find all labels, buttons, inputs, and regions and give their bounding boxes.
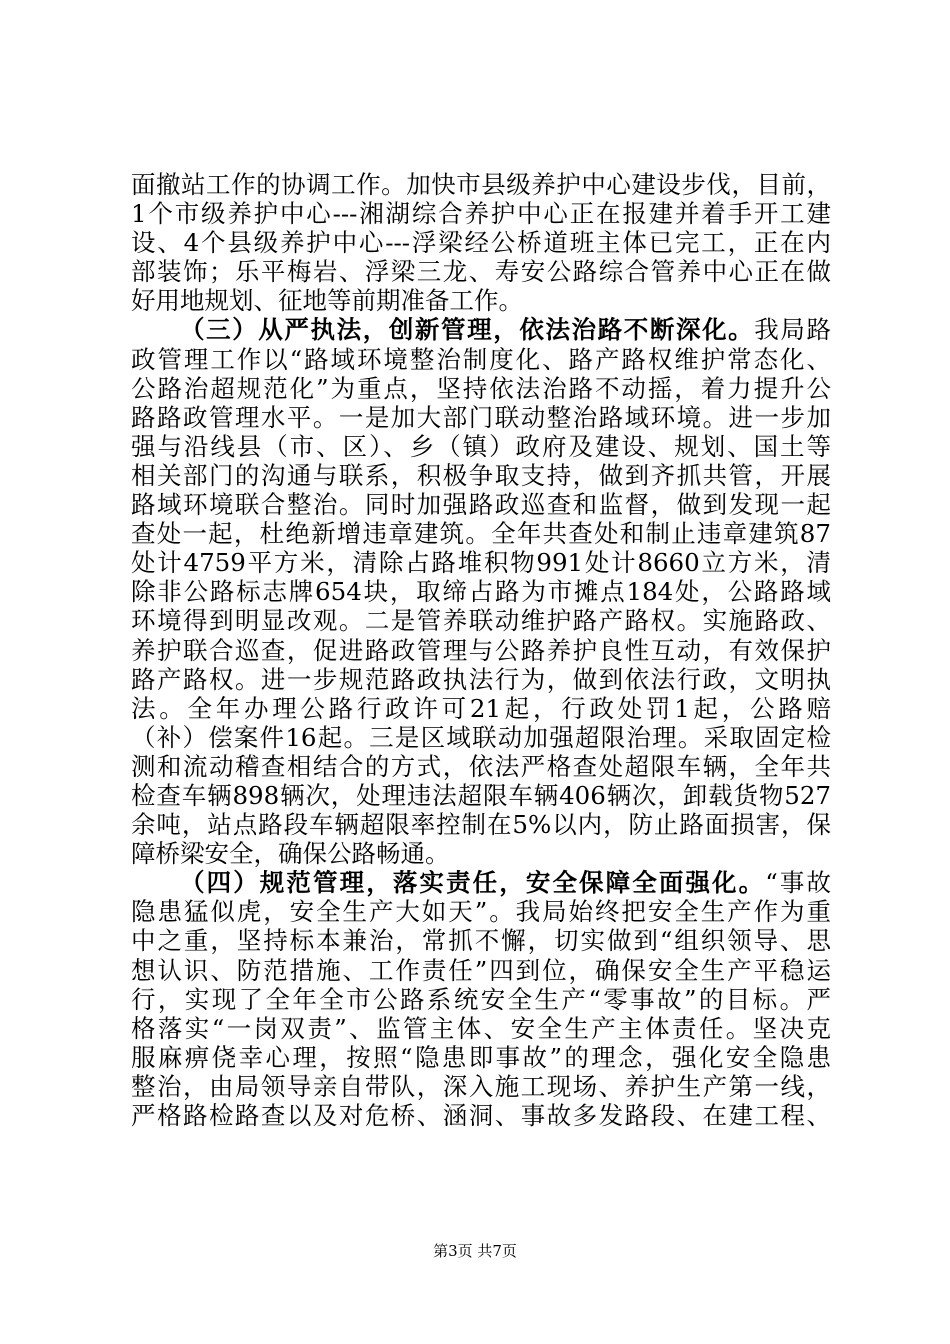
text-line: 测和流动稽查相结合的方式，依法严格查处超限车辆，全年共 — [131, 751, 831, 781]
text-line: 部装饰；乐平梅岩、浮梁三龙、寿安公路综合管养中心正在做 — [131, 257, 831, 287]
page-number: 第3页 共7页 — [433, 1242, 517, 1260]
text-line: 公路治超规范化”为重点，坚持依法治路不动摇，着力提升公 — [131, 373, 831, 403]
text-line: 格落实“一岗双责”、监管主体、安全生产主体责任。坚决克 — [131, 1013, 831, 1043]
section-heading-4: （四）规范管理，落实责任，安全保障全面强化。 — [180, 868, 766, 898]
text-line: 路产路权。进一步规范路政执法行为，做到依法行政，文明执 — [131, 664, 831, 694]
text-line: 除非公路标志牌654块，取缔占路为市摊点184处，公路路域 — [131, 577, 831, 607]
text-line: 1个市级养护中心---湘湖综合养护中心正在报建并着手开工建 — [131, 199, 831, 229]
text-line: 行，实现了全年全市公路系统安全生产“零事故”的目标。严 — [131, 984, 831, 1014]
text-line: 相关部门的沟通与联系，积极争取支持，做到齐抓共管，开展 — [131, 460, 831, 490]
document-body — [131, 170, 831, 1130]
text-line: （补）偿案件16起。三是区域联动加强超限治理。采取固定检 — [131, 722, 831, 752]
section-heading-3: （三）从严执法，创新管理，依法治路不断深化。 — [180, 315, 755, 345]
text-line: 整治，由局领导亲自带队，深入施工现场、养护生产第一线， — [131, 1071, 831, 1101]
text-run: “事故 — [765, 868, 831, 898]
text-line: 余吨，站点路段车辆超限率控制在5%以内，防止路面损害，保 — [131, 810, 831, 840]
text-line-first — [131, 315, 831, 344]
text-line: 面撤站工作的协调工作。加快市县级养护中心建设步伐，目前， — [131, 170, 831, 199]
text-line: 环境得到明显改观。二是管养联动维护路产路权。实施路政、 — [131, 606, 831, 636]
text-line: 中之重，坚持标本兼治，常抓不懈，切实做到“组织领导、思 — [131, 926, 831, 956]
text-line: 检查车辆898辆次，处理违法超限车辆406辆次，卸载货物527 — [131, 780, 831, 810]
text-line: 服麻痹侥幸心理，按照“隐患即事故”的理念，强化安全隐患 — [131, 1042, 831, 1072]
paragraph-2 — [131, 315, 831, 868]
text-line: 好用地规划、征地等前期准备工作。 — [131, 286, 523, 316]
paragraph-1 — [131, 170, 831, 315]
text-line: 查处一起，杜绝新增违章建筑。全年共查处和制止违章建筑87 — [131, 519, 831, 549]
text-line: 养护联合巡查，促进路政管理与公路养护良性互动，有效保护 — [131, 635, 831, 665]
text-line: 想认识、防范措施、工作责任”四到位，确保安全生产平稳运 — [131, 955, 831, 985]
paragraph-3 — [131, 868, 831, 1130]
text-line: 强与沿线县（市、区）、乡（镇）政府及建设、规划、国土等 — [131, 431, 831, 461]
text-line: 路路政管理水平。一是加大部门联动整治路域环境。进一步加 — [131, 402, 831, 432]
text-line: 障桥梁安全，确保公路畅通。 — [131, 839, 450, 869]
text-run: 我局路 — [754, 315, 831, 345]
text-line: 处计4759平方米，清除占路堆积物991处计8660立方米，清 — [131, 548, 831, 578]
text-line-first — [131, 868, 831, 897]
text-line: 严格路检路查以及对危桥、涵洞、事故多发路段、在建工程、 — [131, 1101, 831, 1130]
text-line: 设、4个县级养护中心---浮梁经公桥道班主体已完工，正在内 — [131, 228, 831, 258]
text-line: 政管理工作以“路域环境整治制度化、路产路权维护常态化、 — [131, 344, 831, 374]
text-line: 隐患猛似虎，安全生产大如天”。我局始终把安全生产作为重 — [131, 897, 831, 927]
text-line: 法。全年办理公路行政许可21起，行政处罚1起，公路赔 — [131, 693, 831, 723]
text-line: 路域环境联合整治。同时加强路政巡查和监督，做到发现一起 — [131, 490, 831, 520]
page-footer — [0, 1240, 950, 1261]
